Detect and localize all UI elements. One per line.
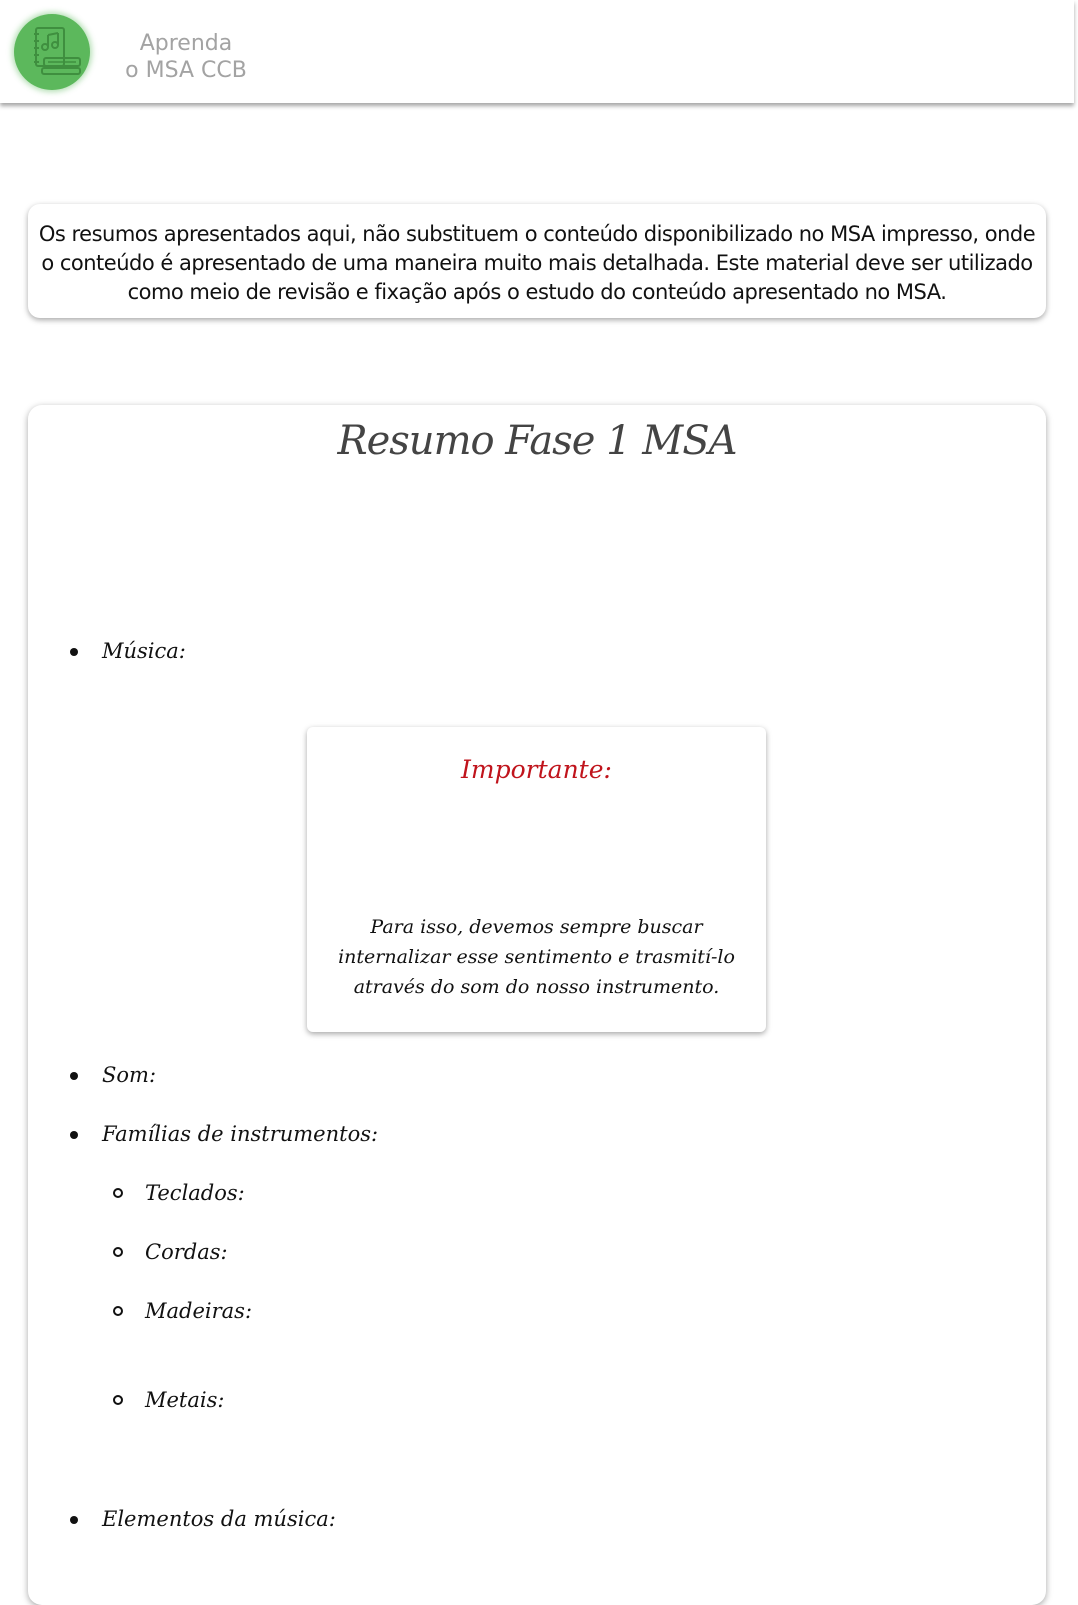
bullet-icon [70, 1516, 78, 1524]
topic-musica: Música: [102, 639, 186, 663]
page-title: Resumo Fase 1 MSA [337, 418, 737, 464]
family-teclados: Teclados: [145, 1181, 245, 1205]
topic-elementos: Elementos da música: [102, 1507, 336, 1531]
bullet-icon [70, 1072, 78, 1080]
brand-line-1: Aprenda [139, 31, 233, 56]
bullet-icon [70, 1131, 78, 1139]
sub-bullet-icon [113, 1306, 123, 1316]
topic-som: Som: [102, 1063, 157, 1087]
brand-title[interactable] [112, 30, 260, 84]
important-title: Importante: [461, 755, 612, 784]
brand-line-2: o MSA CCB [125, 58, 247, 83]
app-header [0, 0, 1074, 103]
disclaimer-text: Os resumos apresentados aqui, não substituem o conteúdo disponibilizado no MSA impresso, onde o conteúdo é apresentado de uma maneira muito mais detalhada. Este material deve ser utilizado como meio de revisão e fixação após o estudo do conteúdo apresentado no MSA. [38, 222, 1036, 304]
bullet-icon [70, 648, 78, 656]
important-callout [307, 727, 766, 1032]
sub-bullet-icon [113, 1188, 123, 1198]
sub-bullet-icon [113, 1395, 123, 1405]
disclaimer-card [28, 204, 1046, 318]
family-cordas: Cordas: [145, 1240, 228, 1264]
family-madeiras: Madeiras: [145, 1299, 253, 1323]
topic-familias: Famílias de instrumentos: [102, 1122, 379, 1146]
sub-bullet-icon [113, 1247, 123, 1257]
family-metais: Metais: [145, 1388, 225, 1412]
important-text: Para isso, devemos sempre buscar internalizar esse sentimento e trasmití-lo através do som do nosso instrumento. [338, 916, 735, 998]
music-notebook-icon[interactable] [14, 14, 90, 90]
